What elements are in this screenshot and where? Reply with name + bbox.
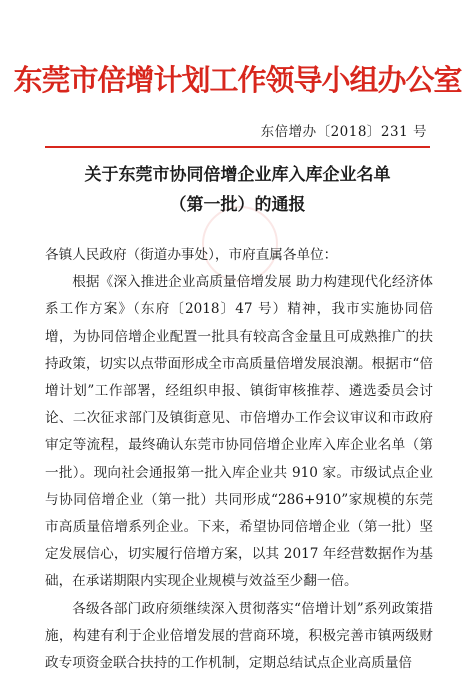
document-number: 东倍增办〔2018〕231 号 <box>260 124 427 140</box>
body-paragraph-1: 根据《深入推进企业高质量倍增发展 助力构建现代化经济体系工作方案》（东府〔2018〕47 号）精神，我市实施协同倍增，为协同倍增企业配置一批具有较高含金量且可成熟推广的扶持政策，切实以点带面形成全市高质量倍增发展浪潮。根据市“倍增计划”工作部署，经组织申报、镇街审核推荐、遴选委员会讨论、二次征求部门及镇街意见、市倍增办工作会议审议和市政府审定等流程，最终确认东莞市协同倍增企业库入库企业名单（第一批）。现向社会通报第一批入库企业共 910 家。市级试点企业与协同倍增企业（第一批）共同形成“286+910”家规模的东莞市高质量倍增系列企业。下来，希望协同倍增企业（第一批）坚定发展信心，切实履行倍增方案，以其 2017 年经营数据作为基础，在承诺期限内实现企业规模与效益至少翻一倍。 <box>45 274 433 590</box>
document-body <box>45 242 433 677</box>
document-title-line1: 关于东莞市协同倍增企业库入库企业名单 <box>84 165 391 185</box>
body-paragraph-2: 各级各部门政府须继续深入贯彻落实“倍增计划”系列政策措施，构建有利于企业倍增发展的营商环境，积极完善市镇两级财政专项资金联合扶持的工作机制，定期总结试点企业高质量倍 <box>45 600 433 672</box>
issuing-office-header: 东莞市倍增计划工作领导小组办公室 <box>13 63 462 97</box>
document-title-line2: （第一批）的通报 <box>169 195 306 215</box>
salutation: 各镇人民政府（街道办事处），市府直属各单位： <box>45 247 338 263</box>
red-divider-line <box>45 146 430 148</box>
